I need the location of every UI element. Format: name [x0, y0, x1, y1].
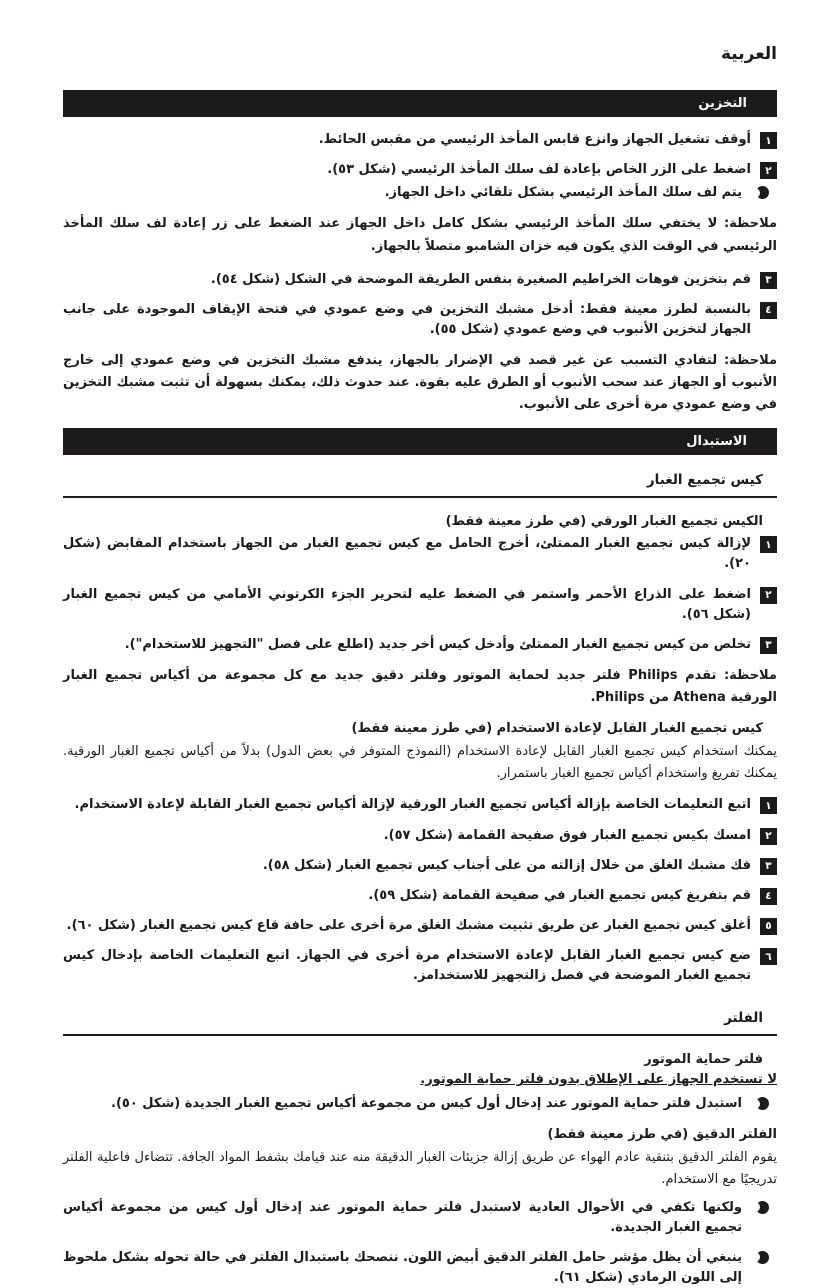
- reusable-step-3: [63, 856, 777, 876]
- step-number-badge: ٢: [760, 587, 777, 604]
- paper-step-1: [63, 534, 777, 574]
- step-number-badge: ٤: [760, 888, 777, 905]
- step-text: لإزالة كيس تجميع الغبار الممتلئ، أخرج الحامل مع كيس تجميع الغبار من الجهاز باستخدام المقابض (شكل ٢٠).: [63, 536, 751, 572]
- point-text: ولكنها تكفي في الأحوال العادية لاستبدل فلتر حماية الموتور عند إدخال أول كيس من مجموعة أكياس تجميع الغبار الجديدة.: [63, 1199, 742, 1235]
- step-text: امسك بكيس تجميع الغبار فوق صفيحة القمامة (شكل ٥٧).: [383, 827, 751, 843]
- step-number-badge: ٣: [760, 858, 777, 875]
- step-number-badge: ٢: [760, 162, 777, 179]
- step-text: بالنسبة لطرز معينة فقط: أدخل مشبك التخزين في وضع عمودي في فتحة الإيقاف الموجودة على جانب الجهاز لتخزين الأنبوب في وضع عمودي (شكل ٥٥).: [63, 301, 751, 337]
- step-text: اضغط على الذراع الأحمر واستمر في الضغط عليه لتحرير الجزء الكرتوني الأمامي من كيس تجميع الغبار (شكل ٥٦).: [63, 586, 751, 622]
- reusable-step-5: [63, 916, 777, 936]
- subsection-filter-label: الفلتر: [724, 1010, 763, 1027]
- motor-filter-instruction: [63, 1094, 769, 1114]
- result-bullet-icon: [756, 186, 769, 199]
- point-bullet-icon: [756, 1251, 769, 1264]
- reusable-step-1: [63, 795, 777, 815]
- step-number-badge: ١: [760, 132, 777, 149]
- step-text: فك مشبك الغلق من خلال إزالته من على أجناب كيس تجميع الغبار (شكل ٥٨).: [262, 857, 751, 873]
- fine-filter-point-2: [63, 1248, 769, 1288]
- storage-note-1: ملاحظة: لا يختفي سلك المأخذ الرئيسي بشكل كامل داخل الجهاز عند الضغط على زر إعادة لف سلك المأخذ الرئيسي في الوقت الذي يكون فيه خزان الشامبو متصلاً بالجهاز.: [63, 216, 777, 254]
- paper-dustbag-heading: الكيس تجميع الغبار الورقي (في طرز معينة فقط): [445, 514, 763, 530]
- fine-filter-point-1: [63, 1198, 769, 1238]
- step-text: ضع كيس تجميع الغبار القابل لإعادة الاستخدام مرة أخرى في الجهاز. اتبع التعليمات الخاصة بإدخال كيس تجميع الغبار الموضحة في فصل زالتجهيز للاستخدامز.: [63, 948, 751, 984]
- reusable-dustbag-heading: كيس تجميع الغبار القابل لإعادة الاستخدام (في طرز معينة فقط): [351, 721, 763, 737]
- storage-step-3: [63, 270, 777, 290]
- subsection-header-dustbag: [63, 468, 777, 498]
- reusable-step-6: [63, 946, 777, 986]
- step-text: اتبع التعليمات الخاصة بإزالة أكياس تجميع الغبار الورقية لإزالة أكياس تجميع الغبار القابلة لإعادة الاستخدام.: [74, 797, 751, 813]
- storage-step-4: [63, 300, 777, 340]
- reusable-step-4: [63, 886, 777, 906]
- storage-note-2: ملاحظة: لتفادي التسبب عن غير قصد في الإضرار بالجهاز، يندفع مشبك التخزين في وضع عمودي إلى خارج الأنبوب أو الجهاز عند سحب الأنبوب أو الطرق عليه بقوة. عند حدوث ذلك، يمكنك بسهولة أن تثبت مشبك التخزين في وضع عمودي مرة أخرى على الأنبوب.: [63, 353, 777, 413]
- step-text: قم بتخزين فوهات الخراطيم الصغيرة بنفس الطريقة الموضحة في الشكل (شكل ٥٤).: [210, 271, 751, 287]
- storage-step-1: [63, 130, 777, 150]
- point-text: ينبغي أن يظل مؤشر حامل الفلتر الدقيق أبيض اللون. ننصحك باستبدال الفلتر في حالة تحوله بشكل ملحوظ إلى اللون الرمادي (شكل ٦١).: [63, 1249, 742, 1286]
- storage-step-2: [63, 160, 777, 180]
- step-text: أوقف تشغيل الجهاز وانزع قابس المأخذ الرئيسي من مقبس الحائط.: [318, 132, 751, 147]
- step-number-badge: ١: [760, 797, 777, 814]
- step-number-badge: ٢: [760, 828, 777, 845]
- instruction-text: استبدل فلتر حماية الموتور عند إدخال أول كيس من مجموعة أكياس تجميع الغبار الجديدة (شكل ٥٠).: [111, 1096, 742, 1112]
- step-text: تخلص من كيس تجميع الغبار الممتلئ وأدخل كيس أخر جديد (اطلع على فصل "التجهيز للاستخدام").: [124, 636, 751, 652]
- step-number-badge: ٦: [760, 948, 777, 965]
- reusable-dustbag-intro: يمكنك استخدام كيس تجميع الغبار القابل لإعادة الاستخدام (النموذج المتوفر في بعض الدول) بدلاً من أكياس تجميع الغبار الورقية. يمكنك تفريغ واستخدام أكياس تجميع الغبار باستمرار.: [63, 744, 777, 782]
- paper-step-2: [63, 585, 777, 625]
- instruction-bullet-icon: [756, 1097, 769, 1110]
- section-header-replacement-label: الاستبدال: [686, 434, 747, 450]
- point-bullet-icon: [756, 1201, 769, 1214]
- section-header-storage: [63, 90, 777, 117]
- motor-filter-warning: لا تستخدم الجهاز على الإطلاق بدون فلتر حماية الموتور.: [420, 1072, 777, 1088]
- step-number-badge: ٣: [760, 272, 777, 289]
- motor-filter-heading: فلتر حماية الموتور: [644, 1052, 763, 1068]
- philips-note: ملاحظة: تقدم Philips فلتر جديد لحماية الموتور وفلتر دقيق جديد مع كل مجموعة من أكياس تجميع الغبار الورقية Athena من Philips.: [63, 668, 777, 706]
- section-header-storage-label: التخزين: [698, 96, 747, 111]
- subsection-dustbag-label: كيس تجميع الغبار: [646, 472, 763, 489]
- step-number-badge: ٥: [760, 918, 777, 935]
- step-number-badge: ١: [760, 536, 777, 553]
- subsection-header-filter: [63, 1006, 777, 1036]
- fine-filter-description: يقوم الفلتر الدقيق بتنقية عادم الهواء عن طريق إزالة جزيئات الغبار الدقيقة منه عند قيامك بشفط المواد الجافة. تتضاءل فاعلية الفلتر تدريجيًا مع الاستخدام.: [63, 1149, 777, 1187]
- result-text: يتم لف سلك المأخذ الرئيسي بشكل تلقائي داخل الجهاز.: [384, 185, 742, 201]
- fine-filter-heading: الفلتر الدقيق (في طرز معينة فقط): [547, 1126, 777, 1142]
- step-number-badge: ٤: [760, 302, 777, 319]
- step-text: قم بتفريغ كيس تجميع الغبار في صفيحة القمامة (شكل ٥٩).: [368, 887, 751, 903]
- reusable-step-2: [63, 826, 777, 846]
- step-text: أغلق كيس تجميع الغبار عن طريق تثبيت مشبك الغلق مرة أخرى على حافة قاع كيس تجميع الغبار (شكل ٦٠).: [66, 917, 751, 933]
- step-text: اضغط على الزر الخاص بإعادة لف سلك المأخذ الرئيسي (شكل ٥٣).: [327, 162, 751, 178]
- storage-step-2-result: [63, 183, 769, 203]
- paper-step-3: [63, 635, 777, 655]
- section-header-replacement: [63, 428, 777, 455]
- page-language-heading: العربية: [720, 44, 777, 64]
- step-number-badge: ٣: [760, 637, 777, 654]
